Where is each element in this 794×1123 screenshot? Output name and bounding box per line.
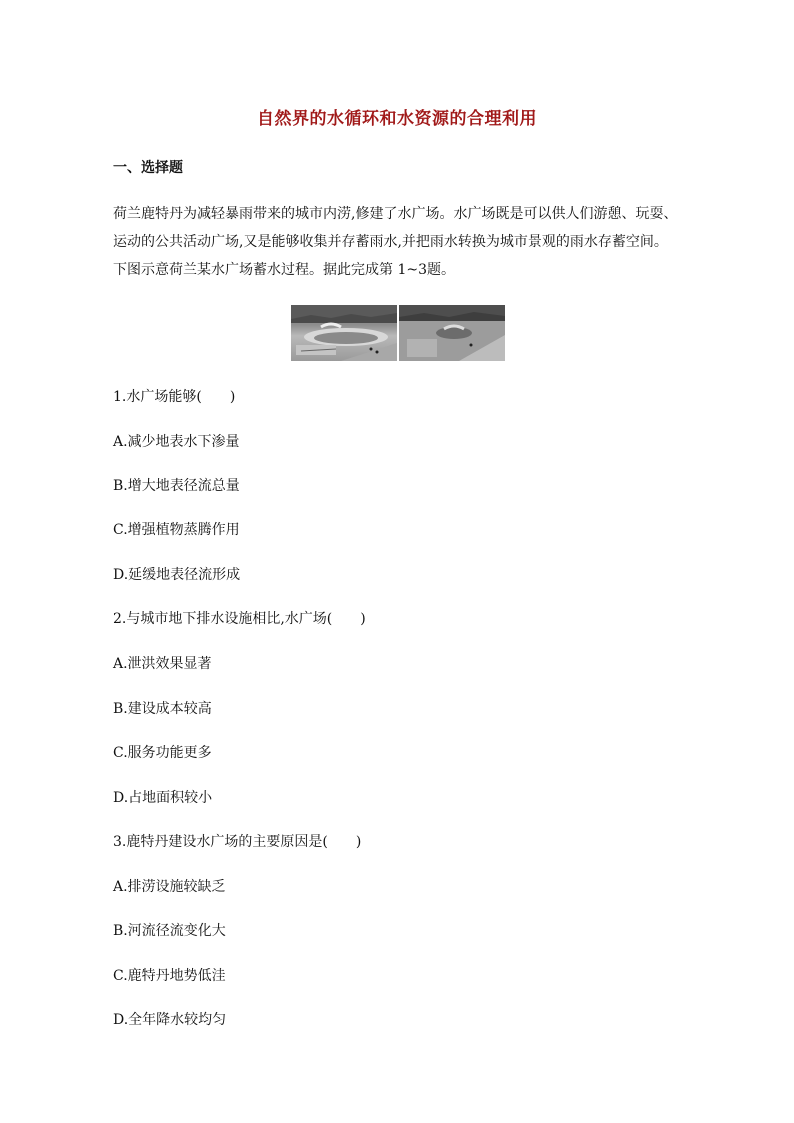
intro-line: 荷兰鹿特丹为减轻暴雨带来的城市内涝,修建了水广场。水广场既是可以供人们游憩、玩耍、 [113, 206, 678, 222]
intro-line: 运动的公共活动广场,又是能够收集并存蓄雨水,并把雨水转换为城市景观的雨水存蓄空间。 [113, 234, 668, 250]
section-heading: 一、选择题 [113, 160, 183, 176]
question-3-option-d: D.全年降水较均匀 [113, 1012, 227, 1028]
question-2-option-d: D.占地面积较小 [113, 790, 213, 806]
intro-paragraph [113, 200, 693, 284]
question-1-option-d: D.延缓地表径流形成 [113, 567, 241, 583]
question-2-option-a: A.泄洪效果显著 [113, 656, 212, 672]
document-title: 自然界的水循环和水资源的合理利用 [257, 109, 537, 129]
question-2-stem: 2.与城市地下排水设施相比,水广场( ) [113, 611, 366, 627]
question-1-option-b: B.增大地表径流总量 [113, 478, 240, 494]
question-3-option-c: C.鹿特丹地势低洼 [113, 968, 226, 984]
question-1-stem: 1.水广场能够( ) [113, 389, 236, 405]
water-square-photo-1 [291, 305, 397, 361]
question-3-option-b: B.河流径流变化大 [113, 923, 226, 939]
question-1-option-a: A.减少地表水下渗量 [113, 434, 240, 450]
question-2-option-b: B.建设成本较高 [113, 701, 212, 717]
water-square-figure [291, 305, 505, 361]
intro-line: 下图示意荷兰某水广场蓄水过程。据此完成第 1~3题。 [113, 262, 455, 278]
question-3-stem: 3.鹿特丹建设水广场的主要原因是( ) [113, 834, 362, 850]
question-3-option-a: A.排涝设施较缺乏 [113, 879, 226, 895]
water-square-photo-2 [399, 305, 505, 361]
question-1-option-c: C.增强植物蒸腾作用 [113, 522, 240, 538]
question-2-option-c: C.服务功能更多 [113, 745, 212, 761]
